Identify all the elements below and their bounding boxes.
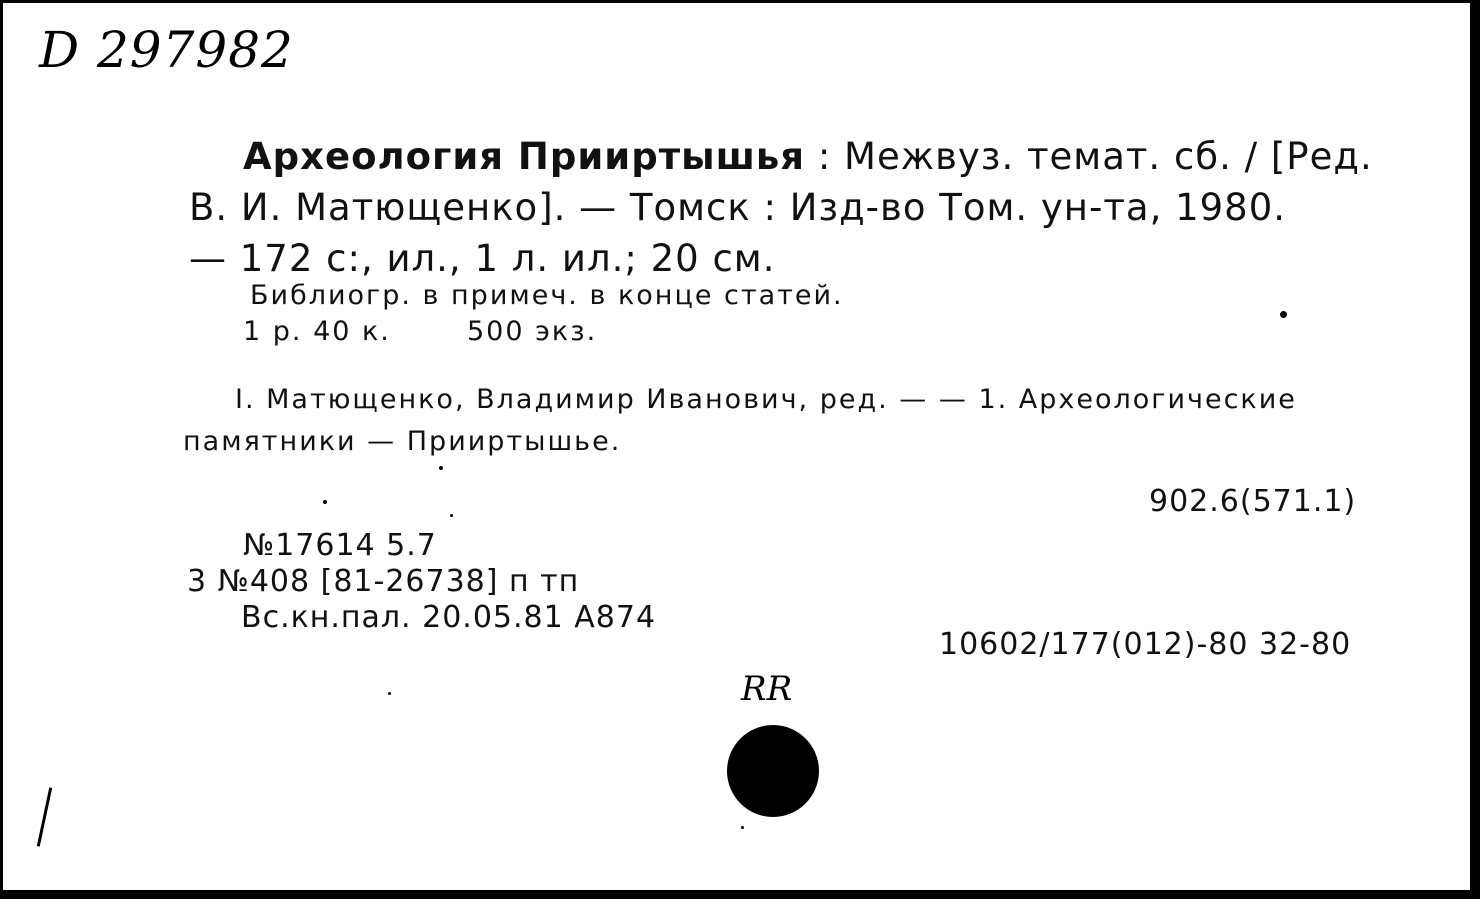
tracings-line-2: памятники — Прииртышье. [183, 426, 622, 457]
classification-index: 902.6(571.1) [1149, 484, 1357, 519]
speck-mark [323, 500, 327, 504]
speck-mark [741, 826, 744, 829]
speck-mark [388, 692, 391, 695]
bibliography-note: Библиогр. в примеч. в конце статей. [250, 280, 844, 311]
tracings-line-1: I. Матющенко, Владимир Иванович, ред. — — 1. Археологические [235, 384, 1297, 415]
number-line: №17614 5.7 [243, 528, 437, 563]
code-line: 10602/177(012)-80 32-80 [939, 627, 1352, 662]
copies: 500 экз. [467, 316, 598, 347]
black-dot-mark [727, 725, 819, 817]
speck-mark [450, 514, 453, 517]
title-line [243, 135, 1373, 178]
physical-description-line: — 172 с:, ил., 1 л. ил.; 20 см. [189, 237, 776, 280]
title-bold: Археология Прииртышья [243, 135, 806, 178]
speck-mark [1280, 311, 1287, 318]
pencil-stroke-mark [37, 787, 52, 846]
chamber-line: Вс.кн.пал. 20.05.81 А874 [241, 600, 657, 635]
price: 1 р. 40 к. [243, 316, 391, 347]
title-rest: : Межвуз. темат. сб. / [Ред. [805, 135, 1373, 178]
handwritten-initials: RR [741, 669, 793, 709]
inventory-number: D 297982 [39, 21, 294, 79]
responsibility-line: В. И. Матющенко]. — Томск : Изд-во Том. ун-та, 1980. [189, 186, 1287, 229]
speck-mark [439, 466, 443, 470]
order-line: 3 №408 [81-26738] п тп [187, 564, 580, 599]
